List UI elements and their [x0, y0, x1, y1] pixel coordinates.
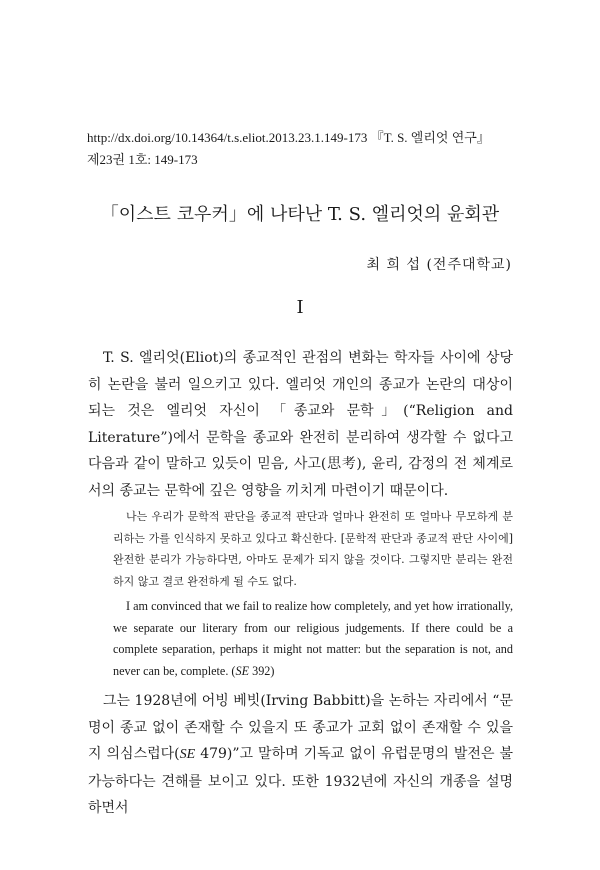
body-paragraph-2	[88, 688, 513, 822]
para1-text: T. S. 엘리엇(Eliot)의 종교적인 관점의 변화는 학자들 사이에 상당히 논란을 불러 일으키고 있다. 엘리엇 개인의 종교가 논란의 대상이 되는 것은 엘리엇 자신이 「종교와 문학」(“Religion and Literature”)에서 문학을 종교와 완전히 분리하여 생각할 수 없다고 다음과 같이 말하고 있듯이 믿음, 사고(思考), 윤리, 감정의 전 체계로서의 종교는 문학에 깊은 영향을 끼치게 마련이기 때문이다.	[88, 350, 513, 499]
author-affiliation: 최 희 섭 (전주대학교)	[366, 257, 512, 273]
para2-cite-abbr: SE	[179, 747, 196, 762]
quote-en-text: I am convinced that we fail to realize how completely, and yet how irrationally, we separate our literary from our religious judgements. If there could be a complete separation, perhaps it might not matter: but the separation is not, and never can be, complete. (	[113, 599, 513, 678]
quote-en-cite-page: 392)	[249, 663, 275, 678]
block-quote-korean: 나는 우리가 문학적 판단을 종교적 판단과 얼마나 완전히 또 얼마나 무모하게 분리하는 가를 인식하지 못하고 있다고 확신한다. [문학적 판단과 종교적 판단 사이에] 완전한 분리가 가능하다면, 아마도 문제가 되지 않을 것이다. 그렇지만 분리는 완전하지 않고 결코 완전하게 될 수도 없다.	[113, 510, 513, 588]
block-quote-english	[113, 596, 513, 682]
volume-line: 제23권 1호: 149-173	[87, 152, 198, 167]
doi-line: http://dx.doi.org/10.14364/t.s.eliot.2013.23.1.149-173 『T. S. 엘리엇 연구』	[87, 130, 490, 145]
article-header	[87, 127, 527, 171]
para2-text-a: 그는 1928년에 어빙 베빗(Irving Babbitt)을 논하는 자리에서 “문명이 종교 없이 존재할 수 있을지 또 종교가 교회 없이 존재할 수 있을지 의심스럽다(	[88, 693, 513, 762]
section-number: I	[296, 297, 304, 318]
para2-text-b: 479)”고 말하며 기독교 없이 유럽문명의 발전은 불가능하다는 견해를 보이고 있다. 또한 1932년에 자신의 개종을 설명하면서	[88, 746, 513, 816]
article-title: 「이스트 코우커」에 나타난 T. S. 엘리엇의 윤회관	[100, 204, 500, 225]
quote-en-cite-abbr: SE	[235, 663, 250, 678]
body-paragraph-1	[88, 345, 513, 504]
